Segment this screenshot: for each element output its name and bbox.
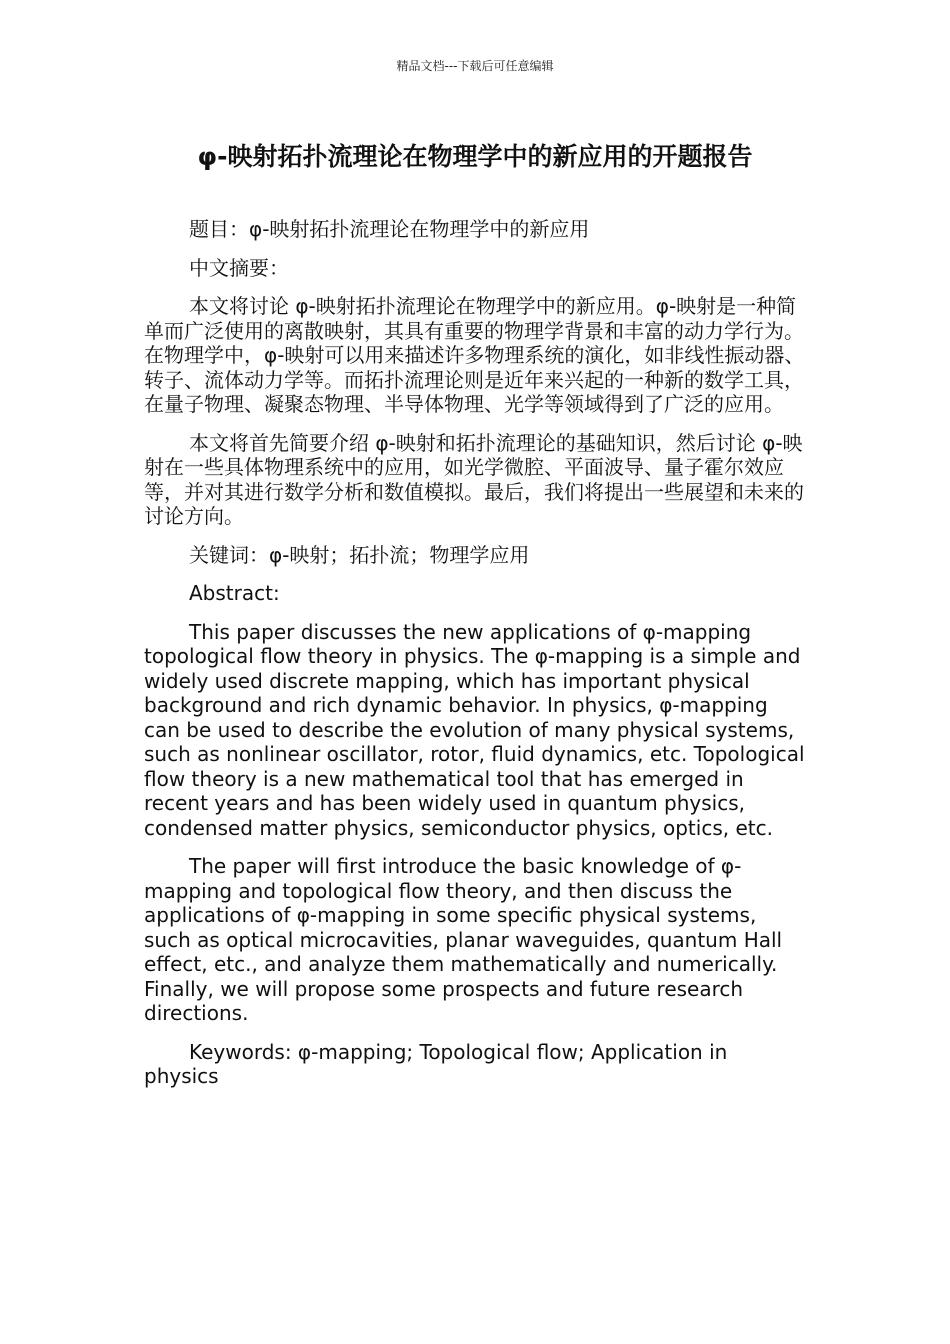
zh-abstract-paragraph-2: 本文将首先简要介绍 φ-映射和拓扑流理论的基础知识，然后讨论 φ-映射在一些具体物理系统中的应用，如光学微腔、平面波导、量子霍尔效应等，并对其进行数学分析和数值模拟。最后，我们将提出一些展望和未来的讨论方向。 [144, 430, 804, 528]
en-abstract-heading: Abstract: [189, 581, 280, 605]
document-body [144, 217, 808, 1103]
zh-abstract-heading: 中文摘要： [189, 255, 289, 280]
zh-keywords: 关键词：φ-映射；拓扑流；物理学应用 [189, 542, 530, 567]
document-title: φ-映射拓扑流理论在物理学中的新应用的开题报告 [197, 142, 753, 171]
header-note: 精品文档---下载后可任意编辑 [396, 59, 554, 73]
en-abstract-paragraph-2: The paper will first introduce the basic knowledge of φ-mapping and topological flow theory, and then discuss the applications of φ-mapping in some specific physical systems, such as optical microcavities, planar waveguides, quantum Hall effect, etc., and analyze them mathematically and numerically. Finally, we will propose some prospects and future research directions. [144, 854, 783, 1025]
topic-line: 题目：φ-映射拓扑流理论在物理学中的新应用 [189, 217, 590, 241]
zh-abstract-paragraph-1: 本文将讨论 φ-映射拓扑流理论在物理学中的新应用。φ-映射是一种简单而广泛使用的离散映射，其具有重要的物理学背景和丰富的动力学行为。在物理学中，φ-映射可以用来描述许多物理系统的演化，如非线性振动器、转子、流体动力学等。而拓扑流理论则是近年来兴起的一种新的数学工具，在量子物理、凝聚态物理、半导体物理、光学等领域得到了广泛的应用。 [144, 294, 805, 416]
en-abstract-paragraph-1: This paper discusses the new applications of φ-mapping topological flow theory in physics. The φ-mapping is a simple and widely used discrete mapping, which has important physical background and rich dynamic behavior. In physics, φ-mapping can be used to describe the evolution of many physical systems, such as nonlinear oscillator, rotor, fluid dynamics, etc. Topological flow theory is a new mathematical tool that has emerged in recent years and has been widely used in quantum physics, condensed matter physics, semiconductor physics, optics, etc. [144, 619, 805, 840]
en-keywords: Keywords: φ-mapping; Topological flow; Application in physics [144, 1039, 728, 1088]
